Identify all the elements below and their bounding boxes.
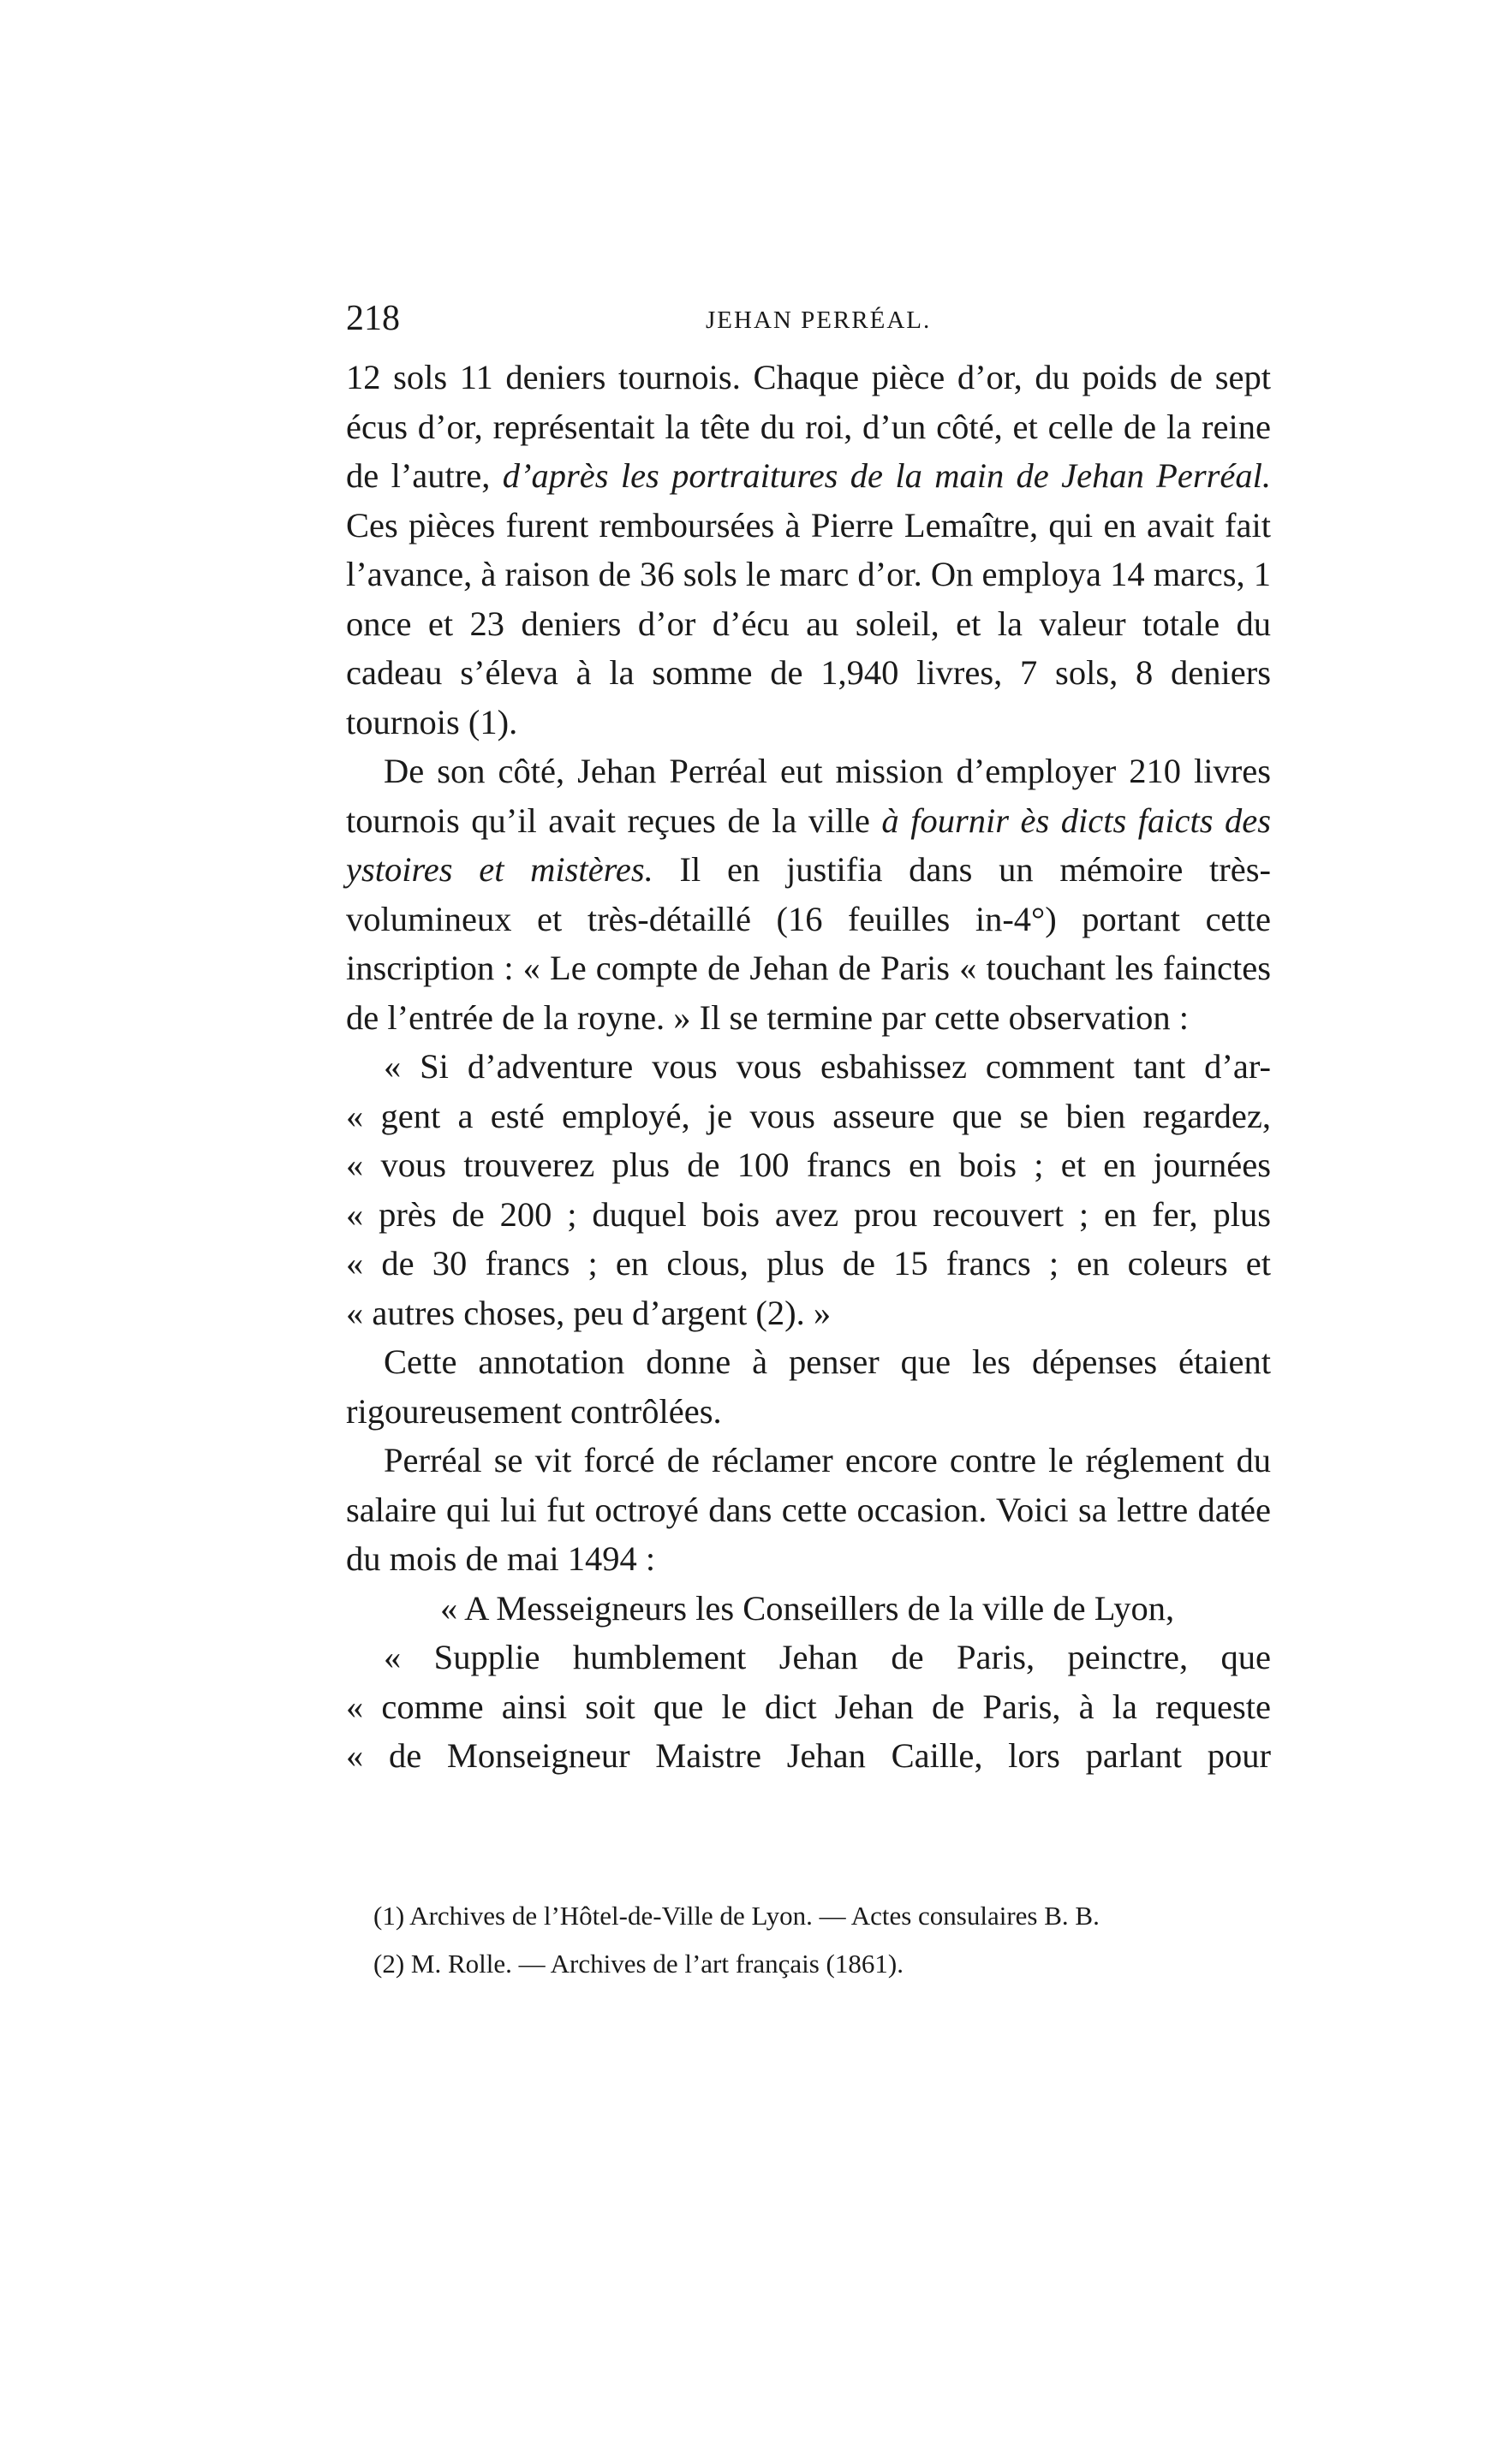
paragraph-2-text-a: De son côté, Jehan Perréal eut mission d’employer 210 livres tournois qu’il avait reçues de la ville <box>346 752 1271 840</box>
paragraph-1 <box>346 353 1271 747</box>
paragraph-2 <box>346 747 1271 1042</box>
body-text <box>346 353 1271 1781</box>
quote-line: « gent a esté employé, je vous asseure que se bien regardez, <box>346 1096 1271 1135</box>
quote-line: « vous trouverez plus de 100 francs en bois ; et en journées <box>346 1146 1271 1184</box>
paragraph-2-text-b: Il en justifia dans un mémoire très-volumineux et très-détaillé (16 feuilles in-4°) portant cette inscription : « Le compte de Jehan de Paris « touchant les fainctes de l’entrée de la royne. » Il se termine par cette observation : <box>346 850 1272 1037</box>
page-header <box>346 291 1271 351</box>
quotation-2 <box>346 1633 1271 1781</box>
paragraph-4: Perréal se vit forcé de réclamer encore contre le réglement du salaire qui lui fut octroyé dans cette occasion. Voici sa lettre datée du mois de mai 1494 : <box>346 1441 1271 1578</box>
quote-line: « de 30 francs ; en clous, plus de 15 francs ; en coleurs et <box>346 1244 1271 1283</box>
quote-line: « autres choses, peu d’argent (2). » <box>346 1293 832 1332</box>
paragraph-1-italic: d’après les portraitures de la main de Jehan Perréal. <box>502 456 1272 495</box>
footnote-2: (2) M. Rolle. — Archives de l’art français (1861). <box>373 1949 904 1979</box>
letter-salutation: « A Messeigneurs les Conseillers de la ville de Lyon, <box>440 1588 1175 1628</box>
running-title: JEHAN PERRÉAL. <box>706 307 932 334</box>
paragraph-1-text-b: Ces pièces furent remboursées à Pierre Lemaître, qui en avait fait l’avance, à raison de 36 sols le marc d’or. On employa 14 marcs, 1 once et 23 deniers d’or d’écu au soleil, et la valeur totale du cadeau s’éleva à la somme de 1,940 livres, 7 sols, 8 deniers tournois (1). <box>346 505 1271 741</box>
quotation-1 <box>346 1042 1271 1337</box>
footnotes <box>373 1892 1264 1988</box>
quote-line: « de Monseigneur Maistre Jehan Caille, lors parlant pour <box>346 1736 1271 1775</box>
quote-line: « Si d’adventure vous vous esbahissez comment tant d’ar- <box>384 1047 1271 1086</box>
quote-line: « Supplie humblement Jehan de Paris, peinctre, que <box>384 1638 1271 1676</box>
paragraph-1-text-a: 12 sols 11 deniers tournois. Chaque pièce d’or, du poids de sept écus d’or, représentait la tête du roi, d’un côté, et celle de la reine de l’autre, <box>346 358 1271 495</box>
quote-line: « comme ainsi soit que le dict Jehan de Paris, à la requeste <box>346 1687 1271 1726</box>
footnote-1: (1) Archives de l’Hôtel-de-Ville de Lyon. — Actes consulaires B. B. <box>373 1901 1100 1931</box>
quote-line: « près de 200 ; duquel bois avez prou recouvert ; en fer, plus <box>346 1194 1271 1234</box>
paragraph-2-italic: à fournir ès dicts faicts des ystoires et mistères. <box>346 801 1271 889</box>
page-number: 218 <box>346 299 400 338</box>
paragraph-3: Cette annotation donne à penser que les dépenses étaient rigoureusement contrôlées. <box>346 1342 1271 1431</box>
